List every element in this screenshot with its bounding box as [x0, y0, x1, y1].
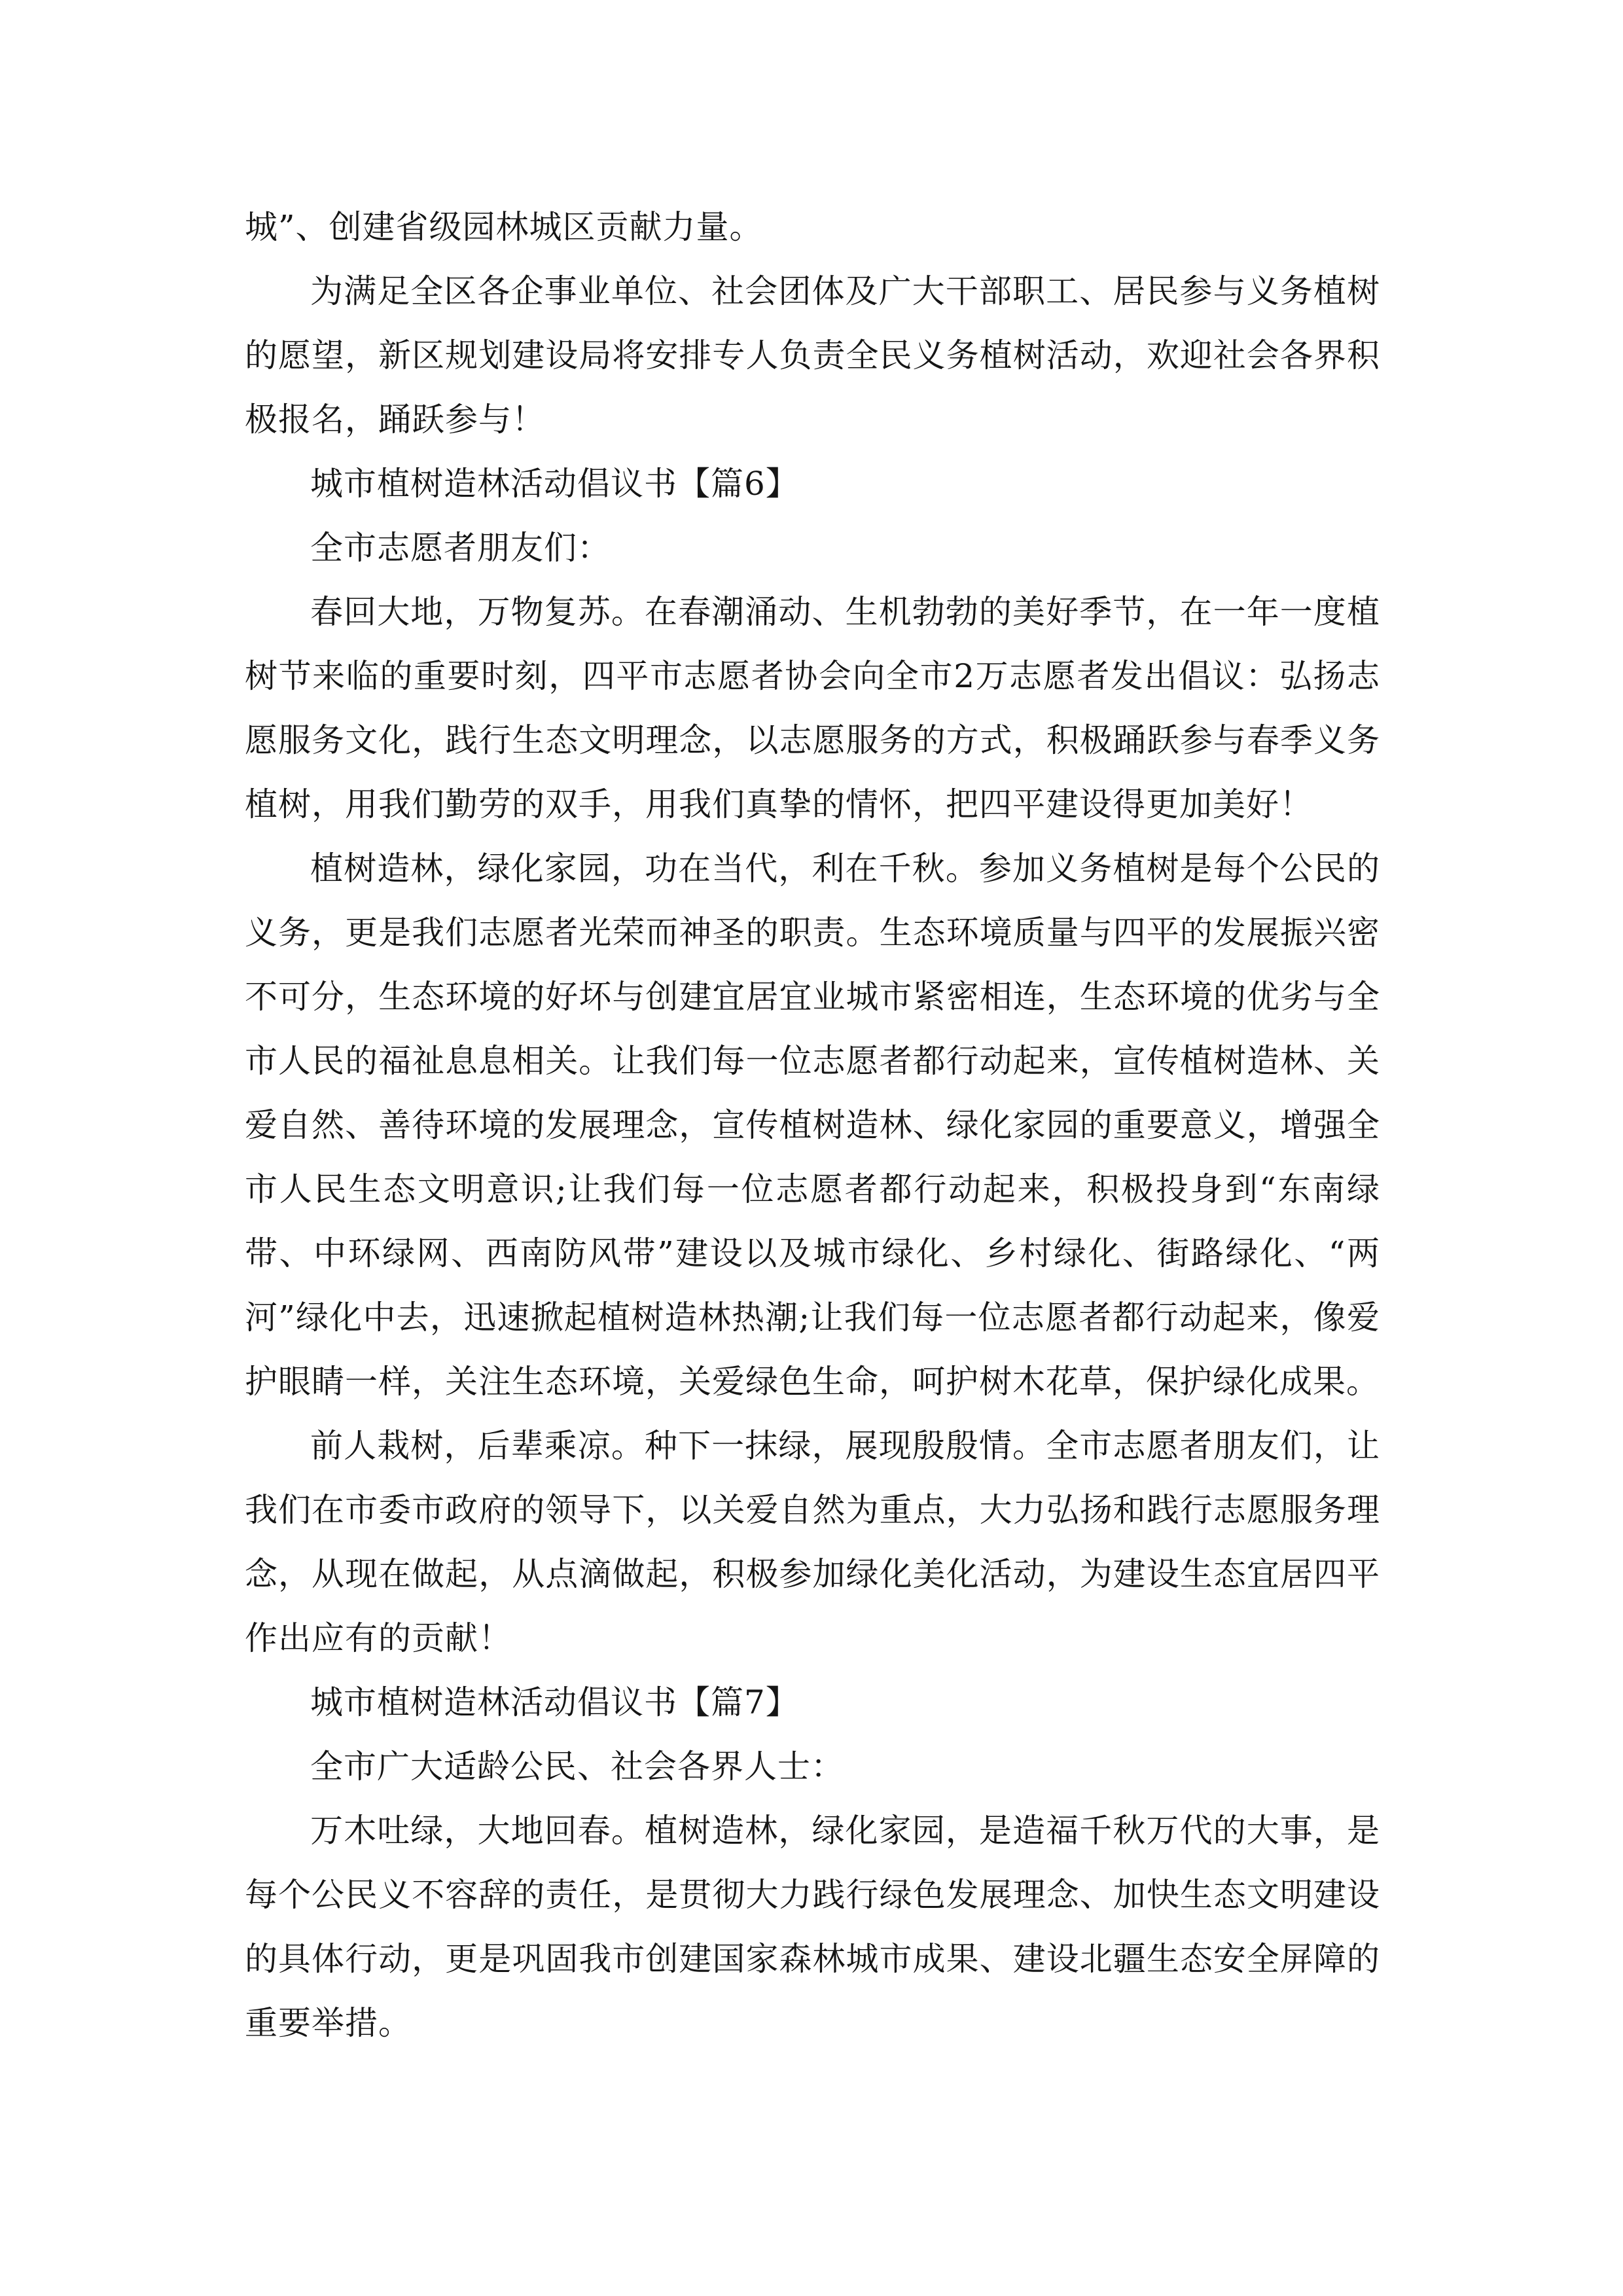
document-body [245, 195, 1380, 2055]
paragraph-greening: 万木吐绿，大地回春。植树造林，绿化家园，是造福千秋万代的大事，是每个公民义不容辞的责任，是贯彻大力践行绿色发展理念、加快生态文明建设的具体行动，更是巩固我市创建国家森林城市成果、建设北疆生态安全屏障的重要举措。 [245, 1812, 1380, 2042]
section-heading-7: 城市植树造林活动倡议书【篇7】 [310, 1683, 799, 1721]
paragraph-call-to-action: 前人栽树，后辈乘凉。种下一抹绿，展现殷殷情。全市志愿者朋友们，让我们在市委市政府的领导下，以关爱自然为重点，大力弘扬和践行志愿服务理念，从现在做起，从点滴做起，积极参加绿化美化活动，为建设生态宜居四平作出应有的贡献！ [245, 1427, 1380, 1657]
paragraph-spring: 春回大地，万物复苏。在春潮涌动、生机勃勃的美好季节，在一年一度植树节来临的重要时刻，四平市志愿者协会向全市2万志愿者发出倡议：弘扬志愿服务文化，践行生态文明理念，以志愿服务的方式，积极踊跃参与春季义务植树，用我们勤劳的双手，用我们真挚的情怀，把四平建设得更加美好！ [245, 593, 1380, 823]
section-heading-6: 城市植树造林活动倡议书【篇6】 [310, 465, 799, 503]
salutation-6: 全市志愿者朋友们： [310, 529, 611, 567]
paragraph-afforestation: 植树造林，绿化家园，功在当代，利在千秋。参加义务植树是每个公民的义务，更是我们志愿者光荣而神圣的职责。生态环境质量与四平的发展振兴密不可分，生态环境的好坏与创建宜居宜业城市紧密相连，生态环境的优劣与全市人民的福祉息息相关。让我们每一位志愿者都行动起来，宣传植树造林、关爱自然、善待环境的发展理念，宣传植树造林、绿化家园的重要意义，增强全市人民生态文明意识;让我们每一位志愿者都行动起来，积极投身到“东南绿带、中环绿网、西南防风带”建设以及城市绿化、乡村绿化、街路绿化、“两河”绿化中去，迅速掀起植树造林热潮;让我们每一位志愿者都行动起来，像爱护眼睛一样，关注生态环境，关爱绿色生命，呵护树木花草，保护绿化成果。 [245, 850, 1380, 1401]
paragraph-volunteer-invite: 为满足全区各企事业单位、社会团体及广大干部职工、居民参与义务植树的愿望，新区规划建设局将安排专人负责全民义务植树活动，欢迎社会各界积极报名，踊跃参与！ [245, 272, 1380, 439]
salutation-7: 全市广大适龄公民、社会各界人士： [310, 1748, 844, 1785]
paragraph-continuation: 城”、创建省级园林城区贡献力量。 [245, 208, 763, 246]
